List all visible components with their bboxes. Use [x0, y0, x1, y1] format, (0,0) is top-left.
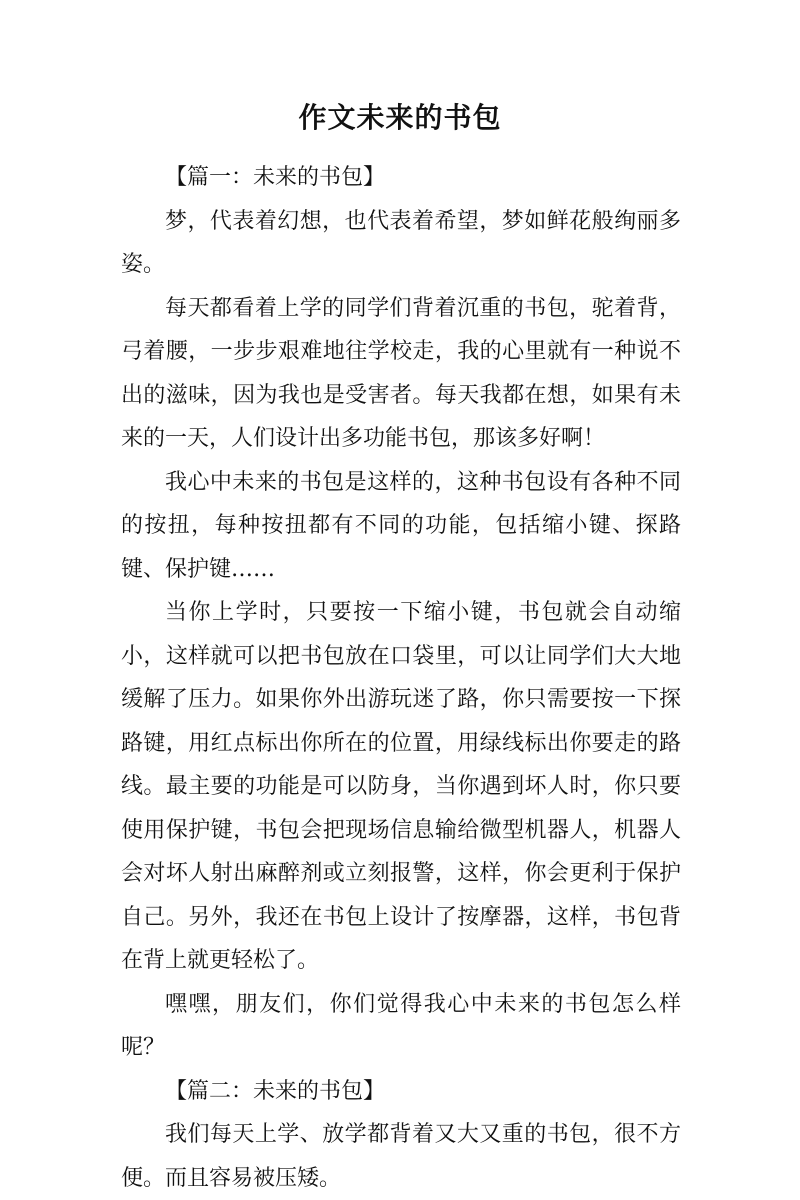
document-title: 作文未来的书包	[298, 101, 502, 134]
paragraph-4: 当你上学时，只要按一下缩小键，书包就会自动缩小，这样就可以把书包放在口袋里，可以让同学们大大地缓解了压力。如果你外出游玩迷了路，你只需要按一下探路键，用红点标出你所在的位置，用绿线标出你要走的路线。最主要的功能是可以防身，当你遇到坏人时，你只要使用保护键，书包会把现场信息输给微型机器人，机器人会对坏人射出麻醉剂或立刻报警，这样，你会更利于保护自己。另外，我还在书包上设计了按摩器，这样，书包背在背上就更轻松了。	[121, 600, 681, 973]
paragraph-5: 嘿嘿，朋友们，你们觉得我心中未来的书包怎么样呢？	[121, 991, 681, 1060]
section-heading-1: 【篇一：未来的书包】	[165, 165, 386, 190]
document-body	[121, 156, 681, 1200]
paragraph-6: 我们每天上学、放学都背着又大又重的书包，很不方便。而且容易被压矮。	[121, 1122, 681, 1191]
paragraph-1: 梦，代表着幻想，也代表着希望，梦如鲜花般绚丽多姿。	[121, 208, 681, 277]
section-heading-2: 【篇二：未来的书包】	[165, 1078, 386, 1104]
paragraph-2: 每天都看着上学的同学们背着沉重的书包，驼着背，弓着腰，一步步艰难地往学校走，我的心里就有一种说不出的滋味，因为我也是受害者。每天我都在想，如果有未来的一天，人们设计出多功能书包，那该多好啊！	[121, 295, 681, 451]
paragraph-3: 我心中未来的书包是这样的，这种书包设有各种不同的按扭，每种按扭都有不同的功能，包括缩小键、探路键、保护键……	[121, 469, 681, 582]
